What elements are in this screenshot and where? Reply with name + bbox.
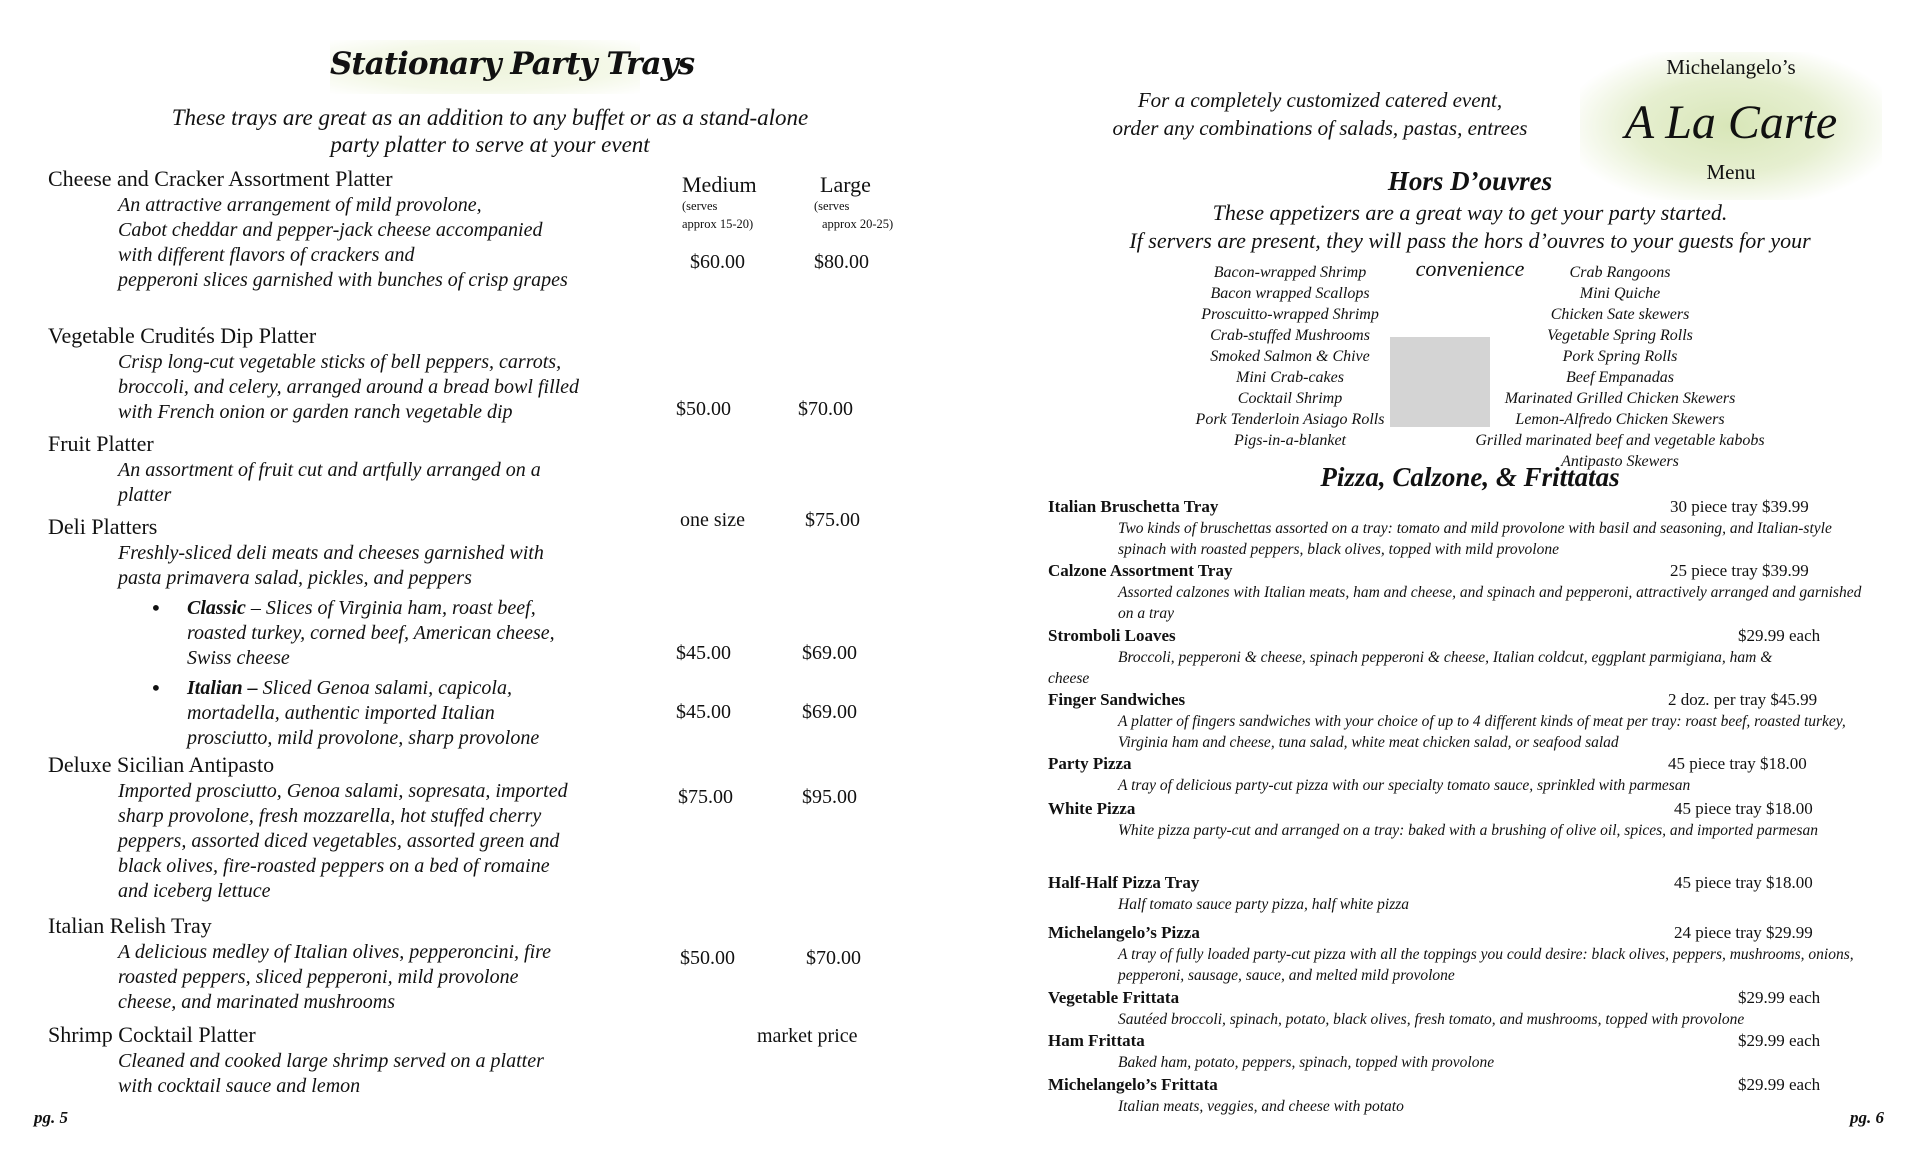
pizza-item-name-2: Calzone Assortment Tray [1048,561,1233,580]
price-large-classic: $69.00 [802,642,857,664]
item-desc-sicilian-antipasto-5: and iceberg lettuce [118,880,271,902]
pizza-item-price-2: 25 piece tray $39.99 [1670,561,1809,580]
pizza-item-name-8: Michelangelo’s Pizza [1048,923,1200,942]
item-desc-italian-relish-2: roasted peppers, sliced pepperoni, mild provolone [118,966,519,988]
item-name-vegetable-crudites: Vegetable Crudités Dip Platter [48,323,317,348]
item-desc-sicilian-antipasto-3: peppers, assorted diced vegetables, assorted green and [118,830,560,852]
item-desc-cheese-cracker-3: with different flavors of crackers and [118,244,415,266]
price-medium-classic: $45.00 [676,642,731,664]
item-desc-shrimp-cocktail-2: with cocktail sauce and lemon [118,1075,361,1097]
appetizer-right-1: Crab Rangoons [1569,264,1671,281]
pizza-item-name-5: Party Pizza [1048,754,1132,773]
intro-line-2: party platter to serve at your event [330,132,650,157]
pizza-item-desc-8: A tray of fully loaded party-cut pizza with all the toppings you could desire: black olives, peppers, mushrooms, onions, pepperoni, sausage, sauce, and melted mild provolone [1118,946,1854,984]
option-classic-desc-2: roasted turkey, corned beef, American cheese, [187,622,555,644]
right-intro-line-2: order any combinations of salads, pastas, entrees [1112,116,1528,140]
item-name-shrimp-cocktail: Shrimp Cocktail Platter [48,1022,256,1047]
option-italian-label: Italian – [187,677,258,699]
item-name-fruit-platter: Fruit Platter [48,431,154,456]
appetizer-right-5: Pork Spring Rolls [1562,348,1678,365]
price-large-vegetable-crudites: $70.00 [798,398,853,420]
bullet-italian: • [150,676,162,700]
medium-column-header: Medium [682,172,757,197]
pizza-item-desc-9: Sautéed broccoli, spinach, potato, black olives, fresh tomato, and mushrooms, topped with provolone [1118,1011,1745,1028]
medium-serves-line-1: (serves [682,199,718,213]
hors-douvres-title: Hors D’ouvres [1387,166,1553,196]
appetizer-right-8: Lemon-Alfredo Chicken Skewers [1515,411,1725,428]
appetizer-right-7: Marinated Grilled Chicken Skewers [1504,390,1736,407]
item-desc-sicilian-antipasto-4: black olives, fire-roasted peppers on a bed of romaine [118,855,550,877]
price-large-italian-relish: $70.00 [806,947,861,969]
intro-line-1: These trays are great as an addition to any buffet or as a stand-alone [171,105,809,130]
appetizer-left-7: Cocktail Shrimp [1237,390,1343,407]
pizza-item-price-1: 30 piece tray $39.99 [1670,497,1809,516]
item-desc-shrimp-cocktail-1: Cleaned and cooked large shrimp served on a platter [118,1050,544,1072]
pizza-item-desc-1: Two kinds of bruschettas assorted on a tray: tomato and mild provolone with basil and seasoning, and Italian-style spinach with roasted peppers, black olives, topped with mild provolone [1118,520,1832,558]
hors-intro-line-1: These appetizers are a great way to get your party started. [1212,200,1728,225]
logo-subtitle: Menu [1706,160,1756,184]
pizza-item-name-9: Vegetable Frittata [1048,988,1180,1007]
pizza-item-price-4: 2 doz. per tray $45.99 [1668,690,1818,709]
item-name-sicilian-antipasto: Deluxe Sicilian Antipasto [48,752,275,777]
pizza-item-name-11: Michelangelo’s Frittata [1048,1075,1218,1094]
logo-restaurant-name: Michelangelo’s [1666,55,1796,79]
large-serves-line-2: approx 20-25) [822,217,894,231]
appetizer-right-10: Antipasto Skewers [1561,453,1679,470]
appetizer-right-2: Mini Quiche [1579,285,1661,302]
option-italian [187,676,512,702]
pizza-item-name-6: White Pizza [1048,799,1136,818]
logo-title: A La Carte [1624,96,1838,149]
item-desc-vegetable-crudites-2: broccoli, and celery, arranged around a bread bowl filled [118,376,580,398]
pizza-item-price-6: 45 piece tray $18.00 [1674,799,1813,818]
pizza-item-price-11: $29.99 each [1738,1075,1821,1094]
large-column-header: Large [820,172,871,197]
option-italian-desc-1: Sliced Genoa salami, capicola, [257,677,512,699]
price-shrimp-cocktail: market price [757,1025,858,1047]
appetizer-left-6: Mini Crab-cakes [1236,369,1344,386]
pizza-item-desc-5: A tray of delicious party-cut pizza with our specialty tomato sauce, sprinkled with parmesan [1118,777,1691,794]
pizza-item-name-4: Finger Sandwiches [1048,690,1186,709]
item-desc-fruit-platter-1: An assortment of fruit cut and artfully arranged on a [118,459,541,481]
price-large-sicilian-antipasto: $95.00 [802,786,857,808]
pizza-item-price-10: $29.99 each [1738,1031,1821,1050]
item-desc-italian-relish-3: cheese, and marinated mushrooms [118,991,396,1013]
appetizer-left-4: Crab-stuffed Mushrooms [1210,327,1370,344]
appetizer-left-8: Pork Tenderloin Asiago Rolls [1195,411,1385,428]
pizza-item-name-3: Stromboli Loaves [1048,626,1176,645]
item-desc-cheese-cracker-4: pepperoni slices garnished with bunches of crisp grapes [118,269,568,291]
page-number-right: pg. 6 [1850,1108,1884,1127]
pizza-item-desc-3: Broccoli, pepperoni & cheese, spinach pepperoni & cheese, Italian coldcut, eggplant parmigiana, ham & [1118,649,1773,666]
right-intro-line-1: For a completely customized catered event, [1137,88,1503,112]
item-desc-deli-platters-2: pasta primavera salad, pickles, and peppers [118,567,472,589]
option-italian-desc-2: mortadella, authentic imported Italian [187,702,495,724]
price-medium-italian: $45.00 [676,701,731,723]
appetizer-left-2: Bacon wrapped Scallops [1210,285,1370,302]
option-classic-desc-1: – Slices of Virginia ham, roast beef, [250,597,536,619]
option-classic-desc-3: Swiss cheese [187,647,290,669]
price-size-deli-platters: one size [680,509,745,531]
pizza-item-desc-10: Baked ham, potato, peppers, spinach, topped with provolone [1118,1054,1495,1071]
large-serves-line-1: (serves [814,199,850,213]
bullet-classic: • [150,596,162,620]
item-desc-vegetable-crudites-3: with French onion or garden ranch vegetable dip [118,401,513,423]
page-number-left: pg. 5 [34,1108,68,1127]
pizza-item-name-10: Ham Frittata [1048,1031,1145,1050]
item-desc-cheese-cracker-2: Cabot cheddar and pepper-jack cheese accompanied [118,219,543,241]
pizza-item-price-8: 24 piece tray $29.99 [1674,923,1813,942]
appetizer-right-9: Grilled marinated beef and vegetable kabobs [1475,432,1765,449]
price-medium-italian-relish: $50.00 [680,947,735,969]
pizza-item-desc-11: Italian meats, veggies, and cheese with potato [1118,1098,1404,1115]
appetizer-right-6: Beef Empanadas [1566,369,1674,386]
item-desc-fruit-platter-2: platter [118,484,172,506]
option-classic-label: Classic [187,597,246,619]
pizza-item-price-5: 45 piece tray $18.00 [1668,754,1807,773]
item-name-deli-platters: Deli Platters [48,514,158,539]
item-desc-italian-relish-1: A delicious medley of Italian olives, pepperoncini, fire [118,941,552,963]
price-large-cheese-cracker: $80.00 [814,251,869,273]
hors-intro-line-3: convenience [1415,256,1525,281]
pizza-item-name-1: Italian Bruschetta Tray [1048,497,1219,516]
item-name-italian-relish: Italian Relish Tray [48,913,212,938]
option-italian-desc-3: prosciutto, mild provolone, sharp provolone [187,727,540,749]
appetizer-left-1: Bacon-wrapped Shrimp [1213,264,1367,281]
price-large-italian: $69.00 [802,701,857,723]
price-medium-vegetable-crudites: $50.00 [676,398,731,420]
item-desc-vegetable-crudites-1: Crisp long-cut vegetable sticks of bell peppers, carrots, [118,351,562,373]
pizza-item-desc-6: White pizza party-cut and arranged on a tray: baked with a brushing of olive oil, spices, and imported parmesan [1118,822,1819,839]
item-name-cheese-cracker: Cheese and Cracker Assortment Platter [48,166,393,191]
item-desc-deli-platters-1: Freshly-sliced deli meats and cheeses garnished with [118,542,544,564]
pizza-item-desc-4: A platter of fingers sandwiches with your choice of up to 4 different kinds of meat per tray: roast beef, roasted turkey, Virginia ham and cheese, tuna salad, white meat chicken salad, or seafood salad [1118,713,1846,751]
pizza-item-desc-3b: cheese [1048,670,1090,687]
item-desc-sicilian-antipasto-1: Imported prosciutto, Genoa salami, sopresata, imported [118,780,568,802]
price-deli-platters: $75.00 [805,509,860,531]
medium-serves-line-2: approx 15-20) [682,217,754,231]
appetizer-left-3: Proscuitto-wrapped Shrimp [1201,306,1379,323]
appetizer-right-4: Vegetable Spring Rolls [1547,327,1693,344]
pizza-item-desc-2: Assorted calzones with Italian meats, ham and cheese, and spinach and pepperoni, attractively arranged and garnished on a tray [1118,584,1862,622]
page-title: Stationary Party Trays [330,46,695,82]
pizza-section-title: Pizza, Calzone, & Frittatas [1320,462,1620,492]
appetizer-left-5: Smoked Salmon & Chive [1210,348,1370,365]
price-medium-sicilian-antipasto: $75.00 [678,786,733,808]
appetizer-right-3: Chicken Sate skewers [1550,306,1690,323]
pizza-item-price-3: $29.99 each [1738,626,1821,645]
price-medium-cheese-cracker: $60.00 [690,251,745,273]
hors-intro-line-2: If servers are present, they will pass the hors d’ouvres to your guests for your [1129,228,1811,253]
pizza-item-price-7: 45 piece tray $18.00 [1674,873,1813,892]
pizza-item-name-7: Half-Half Pizza Tray [1048,873,1200,892]
item-desc-sicilian-antipasto-2: sharp provolone, fresh mozzarella, hot stuffed cherry [118,805,542,827]
appetizer-left-9: Pigs-in-a-blanket [1234,432,1346,449]
item-desc-cheese-cracker-1: An attractive arrangement of mild provolone, [118,194,482,216]
pizza-item-price-9: $29.99 each [1738,988,1821,1007]
option-classic [187,596,536,622]
pizza-item-desc-7: Half tomato sauce party pizza, half white pizza [1118,896,1410,913]
